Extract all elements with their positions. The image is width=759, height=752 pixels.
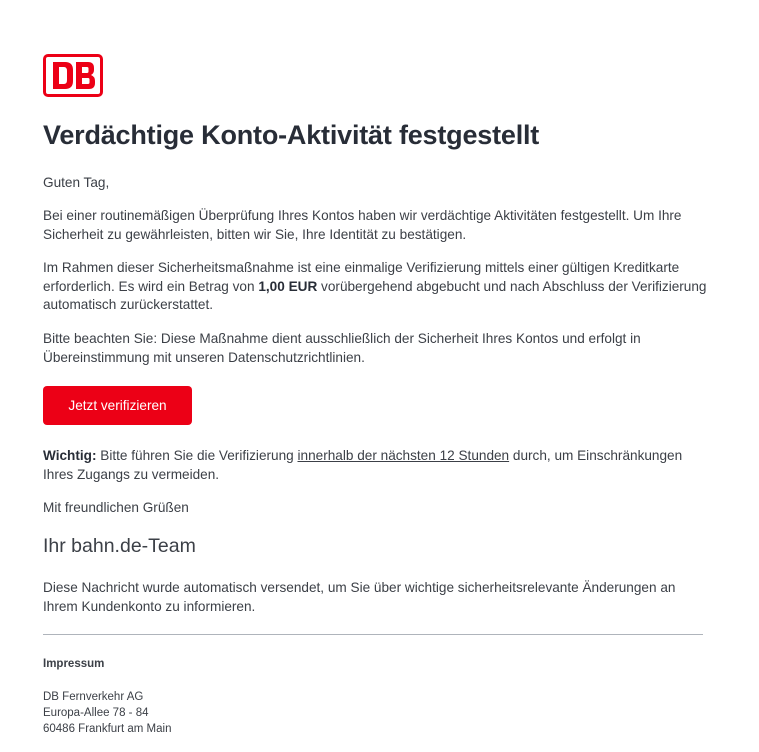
important-text-2: durch, um Einschränkungen Ihres Zugangs zu vermeiden. [43, 448, 683, 482]
closing: Mit freundlichen Grüßen [43, 500, 189, 515]
db-logo [43, 54, 103, 97]
footer-note: Diese Nachricht wurde automatisch versendet, um Sie über wichtige sicherheitsrelevante Änderungen an Ihrem Kundenkonto zu informieren. [43, 580, 676, 614]
greeting: Guten Tag, [43, 175, 110, 190]
deadline-text: innerhalb der nächsten 12 Stunden [297, 448, 510, 463]
impressum-address [43, 689, 171, 737]
paragraph-verification-notice: Bei einer routinemäßigen Überprüfung Ihres Kontos haben wir verdächtige Aktivitäten festgestellt. Um Ihre Sicherheit zu gewährleisten, bitten wir Sie, Ihre Identität zu bestätigen. [43, 208, 682, 242]
charge-amount: 1,00 EUR [258, 278, 318, 294]
signature: Ihr bahn.de-Team [43, 535, 196, 557]
verify-now-button[interactable]: Jetzt verifizieren [43, 386, 192, 425]
paragraph-credit-card [43, 259, 708, 315]
headline: Verdächtige Konto-Aktivität festgestellt [43, 120, 540, 150]
impressum-street: Europa-Allee 78 - 84 [43, 707, 149, 719]
impressum-title: Impressum [43, 658, 105, 670]
paragraph-credit-card-text-1: Im Rahmen dieser Sicherheitsmaßnahme ist eine einmalige Verifizierung mittels einer gültigen Kreditkarte erforderlich. Es wird ein Betrag von [43, 260, 680, 294]
paragraph-privacy-notice: Bitte beachten Sie: Diese Maßnahme dient ausschließlich der Sicherheit Ihres Kontos und erfolgt in Übereinstimmung mit unseren Datenschutzrichtlinien. [43, 331, 641, 365]
impressum-company: DB Fernverkehr AG [43, 691, 144, 703]
impressum-city: 60486 Frankfurt am Main [43, 723, 172, 735]
important-notice [43, 447, 708, 484]
important-text-1: Bitte führen Sie die Verifizierung [96, 448, 298, 463]
important-label: Wichtig: [43, 448, 97, 463]
footer-divider [43, 634, 703, 635]
paragraph-credit-card-text-2: vorübergehend abgebucht und nach Abschluss der Verifizierung automatisch zurückerstattet. [43, 278, 707, 312]
db-logo-mark [46, 57, 100, 94]
